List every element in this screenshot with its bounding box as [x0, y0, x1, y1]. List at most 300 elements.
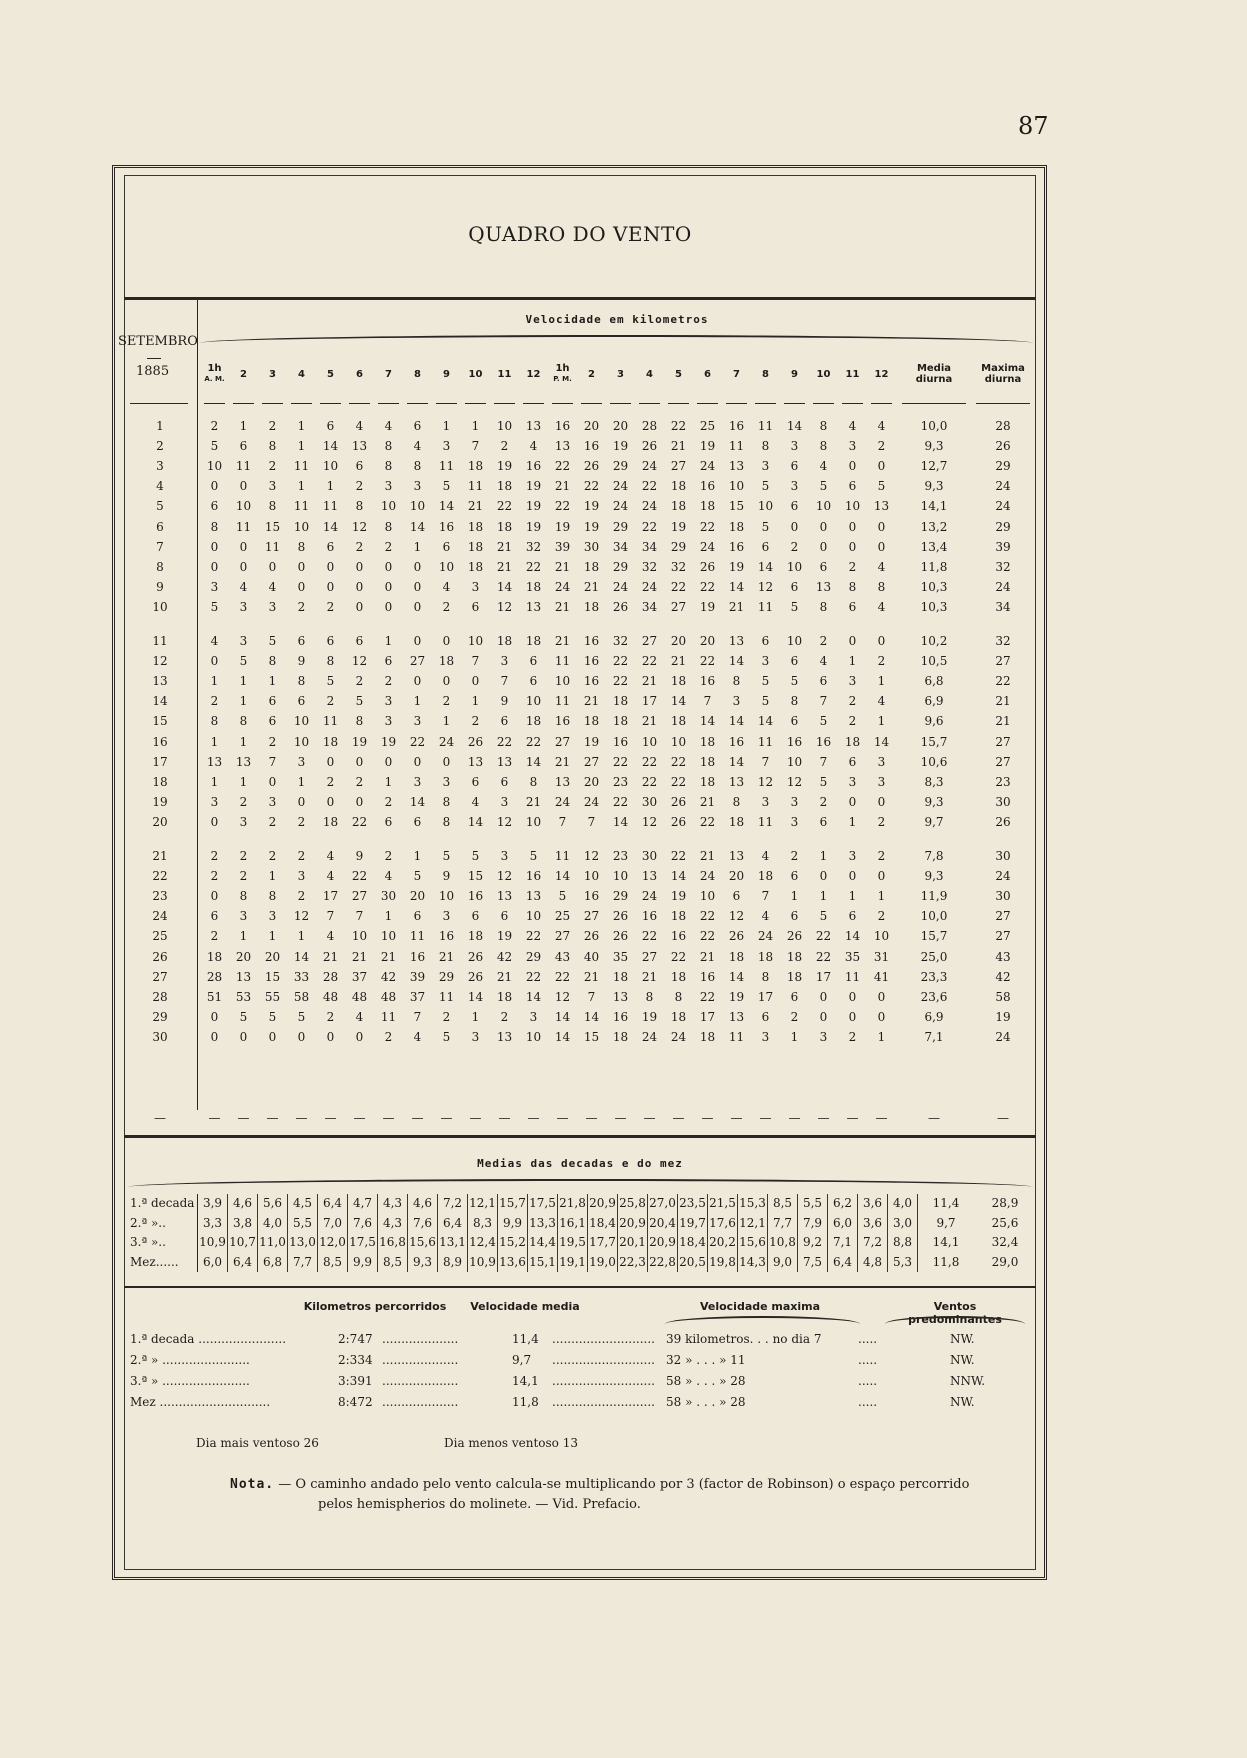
hour-value: 27: [641, 949, 658, 964]
hour-value: 1: [210, 734, 219, 749]
hour-value: 16: [525, 869, 542, 884]
medias-row-label: 3.ª »..: [130, 1235, 166, 1249]
medias-value: 17,5: [348, 1233, 378, 1253]
hour-value: 21: [554, 559, 571, 574]
hour-value: 10: [786, 634, 803, 648]
hour-value: 19: [583, 499, 600, 514]
hour-value: 1: [877, 674, 886, 689]
hour-value: 4: [413, 439, 422, 454]
col-header-underline: [233, 403, 254, 404]
hour-value: 5: [819, 479, 828, 494]
hour-value: 8: [326, 654, 335, 669]
hour-value: 5: [790, 599, 799, 614]
hour-value: 22: [612, 674, 629, 689]
hour-value: 14: [612, 814, 629, 829]
media-diurna: 9,3: [924, 869, 944, 884]
medias-value: 6,8: [258, 1253, 288, 1273]
hour-value: 16: [438, 929, 455, 944]
hour-value: 22: [525, 969, 542, 984]
hour-value: 19: [612, 439, 629, 454]
hour-value: 14: [525, 754, 542, 769]
hour-value: 18: [496, 519, 513, 534]
section-medias: Medias das decadas e do mez: [477, 1157, 683, 1170]
col-header-top: 5: [675, 369, 682, 380]
hour-value: 22: [815, 949, 832, 964]
maxima-diurna: 43: [995, 949, 1011, 964]
hour-value: 22: [670, 419, 687, 433]
hour-value: 14: [322, 439, 339, 454]
hour-value: 22: [612, 754, 629, 769]
medias-value: 32,4: [991, 1235, 1019, 1249]
hour-value: 2: [355, 539, 364, 554]
hour-value: 25: [699, 419, 716, 433]
hour-value: 1: [848, 654, 857, 669]
hour-value: 4: [877, 694, 886, 709]
hour-value: 22: [351, 814, 368, 829]
hour-value: 0: [384, 754, 393, 769]
col-header-underline: [204, 403, 225, 404]
dash-mark: —: [498, 1111, 511, 1125]
medias-value: 8,8: [888, 1233, 918, 1253]
summary-dots1: ....................: [382, 1374, 459, 1388]
hour-value: 10: [525, 1029, 542, 1044]
hour-value: 21: [496, 969, 513, 984]
hour-value: 3: [442, 439, 451, 454]
hour-value: 0: [326, 754, 335, 769]
hour-value: 3: [239, 814, 248, 829]
hour-value: 8: [384, 519, 393, 534]
hour-value: 1: [819, 849, 828, 863]
medias-value: 3,3: [198, 1214, 228, 1234]
hour-value: 22: [525, 929, 542, 944]
maxima-diurna: 22: [995, 674, 1011, 689]
hour-value: 18: [467, 539, 484, 554]
col-header-5: [345, 369, 374, 380]
medias-value: 20,9: [618, 1214, 648, 1234]
maxima-diurna: 39: [995, 539, 1011, 554]
hour-value: 3: [848, 849, 857, 863]
hour-value: 6: [413, 419, 422, 433]
hour-value: 19: [728, 559, 745, 574]
col-header-top: 1h: [555, 363, 570, 374]
hour-value: 4: [819, 459, 828, 474]
hour-value: 16: [583, 439, 600, 454]
hour-value: 12: [293, 909, 310, 924]
hour-value: 6: [790, 654, 799, 669]
hour-value: 18: [583, 599, 600, 614]
maxima-diurna: 19: [995, 1009, 1011, 1024]
medias-value: 3,0: [888, 1214, 918, 1234]
maxima-diurna: 24: [995, 479, 1011, 494]
hour-value: 24: [438, 734, 455, 749]
media-diurna: 9,7: [924, 814, 944, 829]
hour-value: 26: [641, 439, 658, 454]
medias-value: 8,5: [768, 1194, 798, 1214]
hour-value: 11: [844, 969, 861, 984]
hour-value: 3: [442, 774, 451, 789]
hour-value: 2: [268, 734, 277, 749]
hour-value: 18: [670, 479, 687, 494]
medias-value: 25,6: [991, 1215, 1019, 1230]
hour-value: 1: [297, 774, 306, 789]
hour-value: 0: [819, 989, 828, 1004]
medias-value: 12,4: [468, 1233, 498, 1253]
hour-value: 23: [612, 849, 629, 863]
section-velocidade: Velocidade em kilometros: [525, 313, 709, 326]
hour-value: 30: [641, 794, 658, 809]
hour-value: 2: [790, 539, 799, 554]
medias-value: 17,5: [528, 1194, 558, 1214]
hour-value: 5: [442, 479, 451, 494]
hour-value: 18: [612, 714, 629, 729]
hour-value: 7: [413, 1009, 422, 1024]
hour-value: 0: [384, 599, 393, 614]
hour-value: 26: [612, 929, 629, 944]
hour-value: 2: [297, 849, 306, 863]
hour-value: 2: [326, 599, 335, 614]
col-header-underline: [378, 403, 399, 404]
hour-value: 0: [877, 459, 886, 474]
hour-value: 12: [496, 869, 513, 884]
hour-value: 3: [210, 579, 219, 594]
day-label: 17: [152, 754, 168, 769]
col-header-underline: [902, 403, 966, 404]
hour-value: 4: [529, 439, 538, 454]
hour-value: 16: [438, 519, 455, 534]
medias-value: 13,6: [498, 1253, 528, 1273]
day-label: 23: [152, 889, 168, 904]
hour-value: 16: [554, 419, 571, 433]
hour-value: 0: [442, 634, 451, 648]
hour-value: 6: [297, 634, 306, 648]
medias-value: 4,8: [858, 1253, 888, 1273]
hour-value: 18: [612, 694, 629, 709]
hour-value: 2: [326, 774, 335, 789]
day-label: 27: [152, 969, 168, 984]
hour-value: 16: [699, 969, 716, 984]
hour-value: 27: [583, 909, 600, 924]
hour-value: 2: [500, 1009, 509, 1024]
medias-value: 7,7: [768, 1214, 798, 1234]
hour-value: 14: [583, 1009, 600, 1024]
hour-value: 3: [268, 479, 277, 494]
hour-value: 16: [409, 949, 426, 964]
hour-value: 0: [848, 794, 857, 809]
hour-value: 0: [819, 519, 828, 534]
hour-value: 18: [757, 869, 774, 884]
hour-value: 0: [297, 559, 306, 574]
hour-value: 7: [326, 909, 335, 924]
hour-value: 24: [699, 869, 716, 884]
hour-value: 13: [728, 774, 745, 789]
hour-value: 6: [268, 714, 277, 729]
medias-value: 4,3: [378, 1214, 408, 1234]
hour-value: 10: [525, 694, 542, 709]
hour-value: 1: [268, 869, 277, 884]
hour-value: 8: [239, 889, 248, 904]
hour-value: 22: [699, 929, 716, 944]
col-header-2: [258, 369, 287, 380]
maxima-diurna: 26: [995, 439, 1011, 454]
medias-value: 5,5: [288, 1214, 318, 1234]
day-label: 6: [156, 519, 164, 534]
hour-value: 19: [554, 519, 571, 534]
hour-value: 0: [848, 539, 857, 554]
hour-value: 14: [467, 989, 484, 1004]
medias-value: 6,2: [828, 1194, 858, 1214]
hour-value: 6: [326, 419, 335, 433]
medias-value: 25,8: [618, 1194, 648, 1214]
hour-value: 22: [554, 499, 571, 514]
medias-value: 10,7: [228, 1233, 258, 1253]
hour-value: 6: [848, 909, 857, 924]
medias-value: 15,1: [528, 1253, 558, 1273]
hour-value: 22: [670, 774, 687, 789]
hour-value: 24: [612, 499, 629, 514]
hour-value: 24: [641, 1029, 658, 1044]
hour-value: 10: [873, 929, 890, 944]
hour-value: 21: [467, 499, 484, 514]
hour-value: 16: [554, 714, 571, 729]
hour-value: 3: [413, 479, 422, 494]
summary-dots3: .....: [858, 1332, 878, 1346]
hour-value: 5: [355, 694, 364, 709]
hour-value: 35: [844, 949, 861, 964]
hour-value: 19: [525, 499, 542, 514]
summary-head-km: Kilometros percorridos: [303, 1300, 447, 1313]
hour-value: 21: [699, 949, 716, 964]
hour-value: 22: [699, 909, 716, 924]
summary-head-max: Velocidade maxima: [699, 1300, 821, 1313]
hour-value: 19: [525, 479, 542, 494]
hour-value: 22: [583, 479, 600, 494]
hour-value: 18: [670, 1009, 687, 1024]
hour-value: 8: [848, 579, 857, 594]
hour-value: 18: [467, 559, 484, 574]
hour-value: 13: [206, 754, 223, 769]
hour-value: 7: [471, 439, 480, 454]
hour-value: 3: [848, 774, 857, 789]
hour-value: 0: [848, 1009, 857, 1024]
hour-value: 10: [467, 634, 484, 648]
hour-value: 14: [728, 754, 745, 769]
hour-value: 18: [699, 734, 716, 749]
hour-value: 37: [351, 969, 368, 984]
summary-media: 9,7: [512, 1353, 532, 1367]
nota-text-2: pelos hemispherios do molinete. — Vid. Prefacio.: [318, 1497, 641, 1512]
day-label: 22: [152, 869, 168, 884]
medias-value: 11,8: [932, 1254, 960, 1269]
col-header-underline: [465, 403, 486, 404]
hour-value: 18: [699, 499, 716, 514]
hour-value: 24: [757, 929, 774, 944]
col-header-top: 8: [762, 369, 769, 380]
hour-value: 18: [670, 674, 687, 689]
hour-value: 18: [496, 989, 513, 1004]
medias-value: 11,0: [258, 1233, 288, 1253]
hour-value: 19: [699, 439, 716, 454]
hour-value: 5: [268, 634, 277, 648]
medias-value: 5,5: [798, 1194, 828, 1214]
media-diurna: 23,6: [920, 989, 948, 1004]
hour-value: 18: [438, 654, 455, 669]
hour-value: 16: [641, 909, 658, 924]
medias-row-label: 1.ª decada: [130, 1196, 195, 1210]
medias-value: 7,2: [858, 1233, 888, 1253]
hour-value: 10: [844, 499, 861, 514]
medias-value: 6,4: [318, 1194, 348, 1214]
hour-value: 0: [326, 579, 335, 594]
maxima-diurna: 21: [995, 714, 1011, 729]
col-header-sub: P. M.: [553, 375, 572, 383]
col-header-6: [374, 369, 403, 380]
hour-value: 17: [322, 889, 339, 904]
hour-value: 5: [819, 909, 828, 924]
hour-value: 0: [848, 634, 857, 648]
summary-label: Mez .............................: [130, 1395, 271, 1409]
medias-value: 21,5: [708, 1194, 738, 1214]
hour-value: 19: [670, 889, 687, 904]
medias-value: 28,9: [991, 1196, 1019, 1210]
media-diurna: 10,3: [920, 579, 948, 594]
hour-value: 11: [322, 714, 339, 729]
day-label: 7: [156, 539, 164, 554]
hour-value: 14: [699, 714, 716, 729]
hour-value: 2: [239, 869, 248, 884]
hour-value: 4: [848, 419, 857, 433]
hour-value: 18: [670, 909, 687, 924]
hour-value: 7: [819, 694, 828, 709]
hour-value: 22: [699, 989, 716, 1004]
hour-value: 21: [670, 439, 687, 454]
hour-value: 24: [670, 1029, 687, 1044]
medias-value: 3,6: [858, 1194, 888, 1214]
hour-value: 1: [848, 814, 857, 829]
medias-label-rule: [197, 1194, 198, 1272]
hour-value: 2: [442, 694, 451, 709]
col-header-underline: [407, 403, 428, 404]
hour-value: 21: [641, 674, 658, 689]
hour-value: 7: [355, 909, 364, 924]
maxima-diurna: 24: [995, 869, 1011, 884]
hour-value: 5: [413, 869, 422, 884]
media-diurna: 14,1: [920, 499, 948, 514]
hour-value: 0: [326, 794, 335, 809]
hour-value: 6: [413, 814, 422, 829]
hour-value: 4: [819, 654, 828, 669]
hour-value: 12: [757, 774, 774, 789]
dash-mark: —: [353, 1111, 366, 1125]
hour-value: 24: [641, 499, 658, 514]
hour-value: 6: [210, 499, 219, 514]
medias-value: 27,0: [648, 1194, 678, 1214]
hour-value: 14: [728, 654, 745, 669]
medias-value: 19,8: [708, 1253, 738, 1273]
hour-value: 0: [210, 889, 219, 904]
day-label: 9: [156, 579, 164, 594]
hour-value: 17: [757, 989, 774, 1004]
year-label: 1885: [136, 364, 170, 379]
hour-value: 1: [297, 439, 306, 454]
hour-value: 6: [471, 774, 480, 789]
day-label: 14: [152, 694, 168, 709]
hour-value: 21: [583, 579, 600, 594]
hour-value: 12: [786, 774, 803, 789]
hour-value: 1: [297, 929, 306, 944]
hour-value: 16: [699, 479, 716, 494]
dash-mark: —: [846, 1111, 859, 1125]
hour-value: 19: [351, 734, 368, 749]
hour-value: 29: [612, 889, 629, 904]
hour-value: 0: [413, 579, 422, 594]
summary-vento: NNW.: [950, 1374, 986, 1388]
hour-value: 0: [877, 794, 886, 809]
hour-value: 18: [699, 774, 716, 789]
hour-value: 3: [877, 774, 886, 789]
hour-value: 3: [790, 814, 799, 829]
hour-value: 8: [761, 969, 770, 984]
hour-value: 16: [728, 734, 745, 749]
hour-value: 13: [235, 969, 252, 984]
hour-value: 3: [500, 794, 509, 809]
summary-media: 11,8: [512, 1395, 539, 1409]
hour-value: 0: [848, 459, 857, 474]
hour-value: 11: [380, 1009, 397, 1024]
hour-value: 0: [210, 539, 219, 554]
hour-value: 48: [322, 989, 339, 1004]
summary-dots2: ...........................: [552, 1395, 655, 1409]
hour-value: 22: [525, 559, 542, 574]
hour-value: 18: [612, 1029, 629, 1044]
hour-value: 42: [380, 969, 397, 984]
medias-value: 19,0: [588, 1253, 618, 1273]
hour-value: 2: [297, 814, 306, 829]
hour-value: 4: [877, 559, 886, 574]
hour-value: 1: [297, 419, 306, 433]
media-diurna: 10,2: [920, 634, 948, 648]
hour-value: 23: [612, 774, 629, 789]
summary-max: 32 » . . . » 11: [666, 1353, 746, 1367]
hour-value: 0: [848, 869, 857, 884]
hour-value: 1: [239, 929, 248, 944]
hour-value: 8: [674, 989, 683, 1004]
medias-value: 20,9: [588, 1194, 618, 1214]
hour-value: 55: [264, 989, 281, 1004]
hour-value: 0: [413, 599, 422, 614]
day-label: 20: [152, 814, 168, 829]
hour-value: 11: [322, 499, 339, 514]
hour-value: 10: [351, 929, 368, 944]
hour-value: 8: [297, 539, 306, 554]
hour-value: 2: [442, 1009, 451, 1024]
hour-value: 0: [442, 674, 451, 689]
hour-value: 6: [355, 634, 364, 648]
day-label: 13: [152, 674, 168, 689]
hour-value: 2: [210, 419, 219, 433]
dash-mark: —: [324, 1111, 337, 1125]
medias-value: 5,3: [888, 1253, 918, 1273]
hour-value: 18: [206, 949, 223, 964]
hour-value: 22: [670, 949, 687, 964]
hour-value: 22: [554, 969, 571, 984]
hour-value: 10: [728, 479, 745, 494]
hour-value: 19: [728, 989, 745, 1004]
medias-value: 16,8: [378, 1233, 408, 1253]
medias-value: 10,9: [468, 1253, 498, 1273]
col-header-underline: [436, 403, 457, 404]
medias-value: 9,7: [936, 1215, 956, 1230]
hour-value: 7: [268, 754, 277, 769]
